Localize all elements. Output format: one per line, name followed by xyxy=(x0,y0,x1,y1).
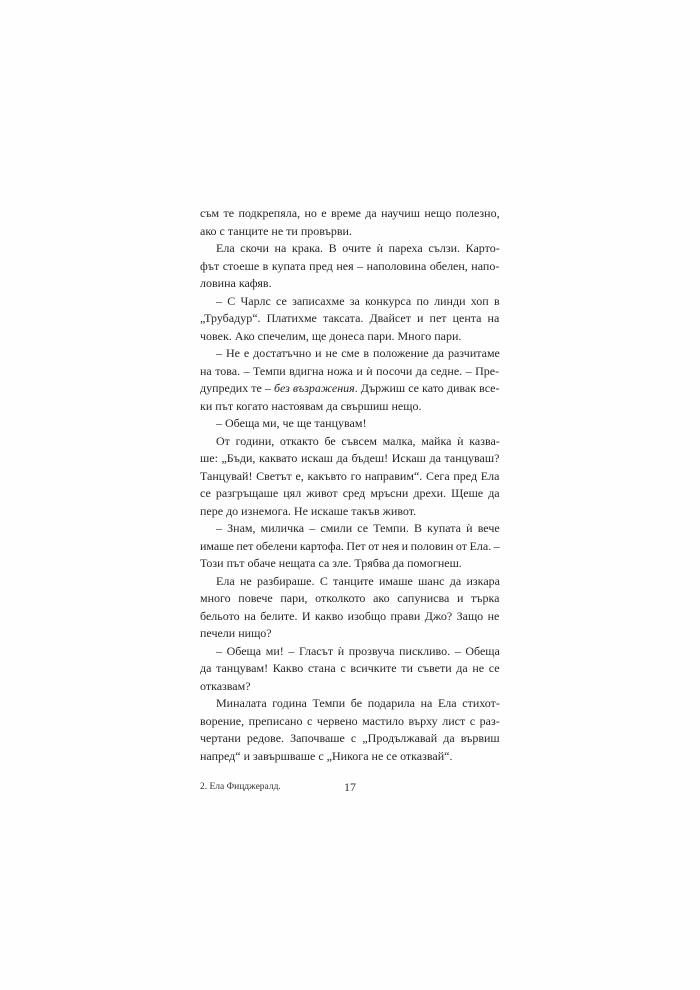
line-text: – Обеща ми! – Гласът ѝ прозвуча пискливо. – Обеща xyxy=(216,643,500,658)
text-line xyxy=(200,363,500,381)
line-text: – С Чарлс се записахме за конкурса по линди хоп в xyxy=(216,293,500,308)
text-line xyxy=(200,748,500,766)
line-text: пере до изнемога. Не искаше такъв живот. xyxy=(200,503,417,518)
text-line xyxy=(200,625,500,643)
paragraph xyxy=(200,520,500,573)
line-text: Този път обаче нещата са зле. Трябва да помогнеш. xyxy=(200,556,462,570)
line-text: човек. Ако спечелим, ще донеса пари. Много пари. xyxy=(200,328,462,343)
text-line xyxy=(200,678,500,696)
text-line xyxy=(200,380,500,398)
text-line xyxy=(200,468,500,486)
line-text: чертани редове. Започваше с „Продължавай да вървиш xyxy=(200,731,500,745)
line-text: Ела не разбираше. С танците имаше шанс да изкара xyxy=(216,573,500,588)
line-text: фът стоеше в купата пред нея – наполовина обелен, напо- xyxy=(200,258,500,273)
line-text: съм те подкрепяла, но е време да научиш нещо полезно, xyxy=(200,206,500,220)
emphasis-text: без възражения xyxy=(273,381,355,395)
text-line xyxy=(200,328,500,346)
page-number: 17 xyxy=(344,780,356,794)
text-line xyxy=(200,608,500,626)
text-line xyxy=(200,485,500,503)
text-line xyxy=(200,643,500,661)
line-text: Миналата година Темпи бе подарила на Ела стихот- xyxy=(216,696,500,710)
line-text: много повече пари, отколкото ако сапунисва и търка xyxy=(200,591,500,605)
text-line xyxy=(200,310,500,328)
line-text: – Обеща ми, че ще танцувам! xyxy=(216,416,367,430)
text-line xyxy=(200,503,500,521)
line-text: ки път когато настоявам да свършиш нещо. xyxy=(200,398,422,413)
paragraph xyxy=(200,293,500,346)
line-text: ако с танците не ти провърви. xyxy=(200,223,352,238)
signature-mark: 2. Ела Фицджералд. xyxy=(200,782,281,792)
text-line xyxy=(200,223,500,241)
text-line xyxy=(200,345,500,363)
paragraph xyxy=(200,415,500,433)
text-line xyxy=(200,555,500,573)
paragraph xyxy=(200,345,500,415)
paragraph xyxy=(200,205,500,240)
line-text: се разгръщаше цял живот сред мръсни дрехи. Щеше да xyxy=(200,486,500,500)
line-text: „Трубадур“. Платихме таксата. Двайсет и пет цента на xyxy=(200,311,500,325)
paragraph xyxy=(200,573,500,643)
text-line xyxy=(200,258,500,276)
paragraph xyxy=(200,433,500,521)
text-line xyxy=(200,293,500,311)
text-line xyxy=(200,538,500,556)
line-text: бельото на белите. И какво изобщо прави Джо? Защо не xyxy=(200,608,500,623)
line-text: ше: „Бъди, каквато искаш да бъдеш! Искаш да танцуваш? xyxy=(200,451,500,465)
text-line xyxy=(200,275,500,293)
text-line xyxy=(200,205,500,223)
text-line xyxy=(200,520,500,538)
text-line xyxy=(200,433,500,451)
running-footer xyxy=(200,779,500,795)
text-line xyxy=(200,713,500,731)
text-line xyxy=(200,730,500,748)
text-line xyxy=(200,240,500,258)
text-line xyxy=(200,573,500,591)
line-text: да танцувам! Какво стана с всичките ти съвети да не се xyxy=(200,661,500,675)
text-line xyxy=(200,695,500,713)
text-line xyxy=(200,590,500,608)
line-text: отказвам? xyxy=(200,678,251,693)
line-text: От години, откакто бе съвсем малка, майка ѝ казва- xyxy=(216,433,500,448)
line-text: – Знам, миличка – смили се Темпи. В купата ѝ вече xyxy=(216,521,500,535)
body-text xyxy=(200,205,500,765)
line-text: ворение, преписано с червено мастило върху лист с раз- xyxy=(200,713,500,728)
line-text xyxy=(200,381,500,395)
paragraph xyxy=(200,643,500,696)
line-text: печели нищо? xyxy=(200,626,272,640)
paragraph xyxy=(200,240,500,293)
text-line xyxy=(200,398,500,416)
line-text: Ела скочи на крака. В очите ѝ пареха сълзи. Карто- xyxy=(216,241,500,255)
text-line xyxy=(200,450,500,468)
line-text: имаше пет обелени картофа. Пет от нея и половин от Ела. – xyxy=(200,538,500,553)
line-text: ловина кафяв. xyxy=(200,276,272,290)
line-text: – Не е достатъчно и не сме в положение да разчитаме xyxy=(216,346,500,360)
text-line xyxy=(200,415,500,433)
text-segment: дупредих те – xyxy=(200,381,274,395)
line-text: на това. – Темпи вдигна ножа и ѝ посочи да седне. – Пре- xyxy=(200,363,500,378)
paragraph xyxy=(200,695,500,765)
line-text: напред“ и завършваше с „Никога не се отказвай“. xyxy=(200,748,453,763)
line-text: Танцувай! Светът е, какъвто го направим“. Сега пред Ела xyxy=(200,468,500,483)
text-segment: . Държиш се като дивак все- xyxy=(354,381,500,395)
text-line xyxy=(200,660,500,678)
